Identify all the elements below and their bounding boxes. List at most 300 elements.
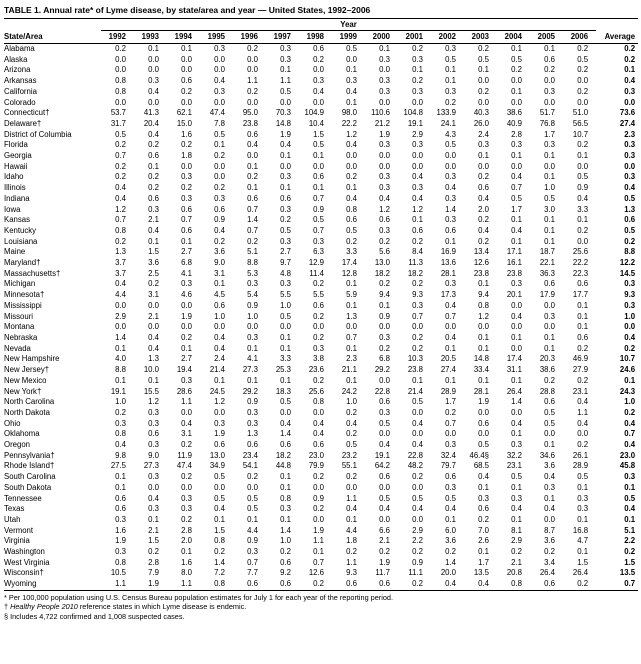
rate-cell: 0.1 <box>445 343 456 353</box>
table-row <box>4 162 638 173</box>
state-cell: Illinois <box>4 183 26 193</box>
rate-cell: 3.3 <box>346 247 357 257</box>
rate-cell: 26.4 <box>572 568 589 578</box>
rate-cell: 4.1 <box>181 268 192 278</box>
rate-cell: 0.3 <box>445 215 456 225</box>
rate-cell: 0.1 <box>346 375 357 385</box>
rate-cell: 0.5 <box>478 440 489 450</box>
state-cell: Nevada <box>4 343 31 353</box>
state-cell: Virginia <box>4 536 30 546</box>
average-cell: 0.2 <box>624 407 636 417</box>
rate-cell: 0.2 <box>379 279 390 289</box>
rate-cell: 51.7 <box>539 108 555 118</box>
rate-cell: 0.4 <box>511 225 522 235</box>
rate-cell: 0.0 <box>181 97 192 107</box>
rate-cell: 0.1 <box>280 482 291 492</box>
rate-cell: 2.9 <box>115 311 126 321</box>
footnotes <box>4 593 638 622</box>
rate-cell: 0.1 <box>379 44 390 53</box>
rate-cell: 0.1 <box>280 332 291 342</box>
table-row <box>4 172 638 183</box>
rate-cell: 0.6 <box>544 54 555 64</box>
rate-cell: 0.4 <box>115 193 126 203</box>
rate-cell: 0.1 <box>511 215 522 225</box>
rate-cell: 1.5 <box>577 557 589 567</box>
rate-cell: 0.3 <box>445 86 456 96</box>
rate-cell: 0.4 <box>148 332 159 342</box>
rate-cell: 0.2 <box>148 183 159 193</box>
rate-cell: 0.2 <box>214 183 225 193</box>
state-cell: Michigan <box>4 279 36 289</box>
rate-cell: 0.1 <box>511 429 522 439</box>
rate-cell: 1.1 <box>346 493 357 503</box>
rate-cell: 2.1 <box>379 536 390 546</box>
rate-cell: 0.0 <box>478 322 489 332</box>
rate-cell: 17.7 <box>572 290 589 300</box>
rate-cell: 0.3 <box>412 140 423 150</box>
rate-cell: 2.2 <box>412 536 423 546</box>
rate-cell: 0.2 <box>214 547 225 557</box>
rate-cell: 0.3 <box>544 86 555 96</box>
rate-cell: 13.4 <box>473 247 489 257</box>
rate-cell: 0.1 <box>511 375 522 385</box>
rate-cell: 0.8 <box>115 76 126 86</box>
year-group-row <box>4 19 638 31</box>
rate-cell: 17.4 <box>506 354 522 364</box>
rate-cell: 0.2 <box>577 343 589 353</box>
rate-cell: 0.5 <box>346 225 357 235</box>
rate-cell: 8.7 <box>544 525 555 535</box>
average-cell: 9.3 <box>624 290 636 300</box>
rate-cell: 46.9 <box>572 354 589 364</box>
rate-cell: 1.5 <box>148 536 159 546</box>
rate-cell: 0.6 <box>544 279 555 289</box>
rate-cell: 9.7 <box>280 258 291 268</box>
state-cell: Hawaii <box>4 161 28 171</box>
table-row <box>4 461 638 472</box>
rate-cell: 0.2 <box>313 332 324 342</box>
rate-cell: 0.4 <box>577 418 589 428</box>
rate-cell: 4.5 <box>214 290 225 300</box>
rate-cell: 0.2 <box>577 86 589 96</box>
rate-cell: 28.8 <box>539 386 555 396</box>
table-row <box>4 215 638 226</box>
average-column-header: Average <box>596 31 638 44</box>
average-cell: 0.0 <box>624 97 636 107</box>
rate-cell: 0.0 <box>181 54 192 64</box>
rate-cell: 0.7 <box>445 418 456 428</box>
rate-cell: 0.0 <box>445 429 456 439</box>
average-cell: 0.4 <box>624 332 636 342</box>
average-cell: 0.0 <box>624 322 636 332</box>
rate-cell: 0.1 <box>346 300 357 310</box>
rate-cell: 0.4 <box>379 504 390 514</box>
state-cell: Utah <box>4 514 21 524</box>
rate-cell: 68.5 <box>473 461 489 471</box>
rate-cell: 0.6 <box>247 579 258 589</box>
rate-cell: 0.2 <box>511 547 522 557</box>
rate-cell: 0.3 <box>280 504 291 514</box>
rate-cell: 0.2 <box>478 86 489 96</box>
rate-cell: 0.4 <box>478 472 489 482</box>
rate-cell: 20.0 <box>440 568 456 578</box>
rate-cell: 1.9 <box>214 429 225 439</box>
rate-cell: 47.4 <box>176 461 192 471</box>
rate-cell: 0.0 <box>511 407 522 417</box>
table-row <box>4 429 638 440</box>
rate-cell: 0.4 <box>511 504 522 514</box>
rate-cell: 0.1 <box>544 236 555 246</box>
rate-cell: 0.6 <box>346 215 357 225</box>
average-cell: 0.4 <box>624 418 636 428</box>
rate-cell: 8.8 <box>115 365 126 375</box>
table-row <box>4 494 638 505</box>
rate-cell: 0.1 <box>577 215 589 225</box>
rate-cell: 0.1 <box>115 482 126 492</box>
rate-cell: 0.0 <box>478 407 489 417</box>
rate-cell: 0.8 <box>214 579 225 589</box>
footnote-endemic-symbol: † <box>4 602 11 612</box>
rate-cell: 0.2 <box>346 472 357 482</box>
rate-cell: 0.6 <box>280 579 291 589</box>
year-column-header: 1993 <box>134 31 167 44</box>
rate-cell: 0.4 <box>346 418 357 428</box>
rate-cell: 0.2 <box>313 472 324 482</box>
rate-cell: 0.0 <box>445 151 456 161</box>
table-row <box>4 504 638 515</box>
rate-cell: 0.1 <box>280 472 291 482</box>
rate-cell: 5.6 <box>379 247 390 257</box>
average-cell: 24.6 <box>619 365 636 375</box>
rate-cell: 31.1 <box>506 365 522 375</box>
rate-cell: 0.0 <box>313 97 324 107</box>
year-column-header: 1999 <box>332 31 365 44</box>
rate-cell: 0.6 <box>445 472 456 482</box>
rate-cell: 0.6 <box>577 279 589 289</box>
rate-cell: 0.3 <box>544 140 555 150</box>
rate-cell: 0.1 <box>544 332 555 342</box>
rate-cell: 0.6 <box>478 183 489 193</box>
rate-cell: 22.2 <box>572 258 589 268</box>
rate-cell: 0.3 <box>445 279 456 289</box>
state-cell: Arkansas <box>4 76 37 86</box>
rate-cell: 0.2 <box>544 375 555 385</box>
average-cell: 0.1 <box>624 375 636 385</box>
rate-cell: 0.5 <box>544 418 555 428</box>
state-cell: District of Columbia <box>4 129 72 139</box>
rate-cell: 0.6 <box>115 493 126 503</box>
rate-cell: 7.7 <box>247 568 258 578</box>
rate-cell: 0.2 <box>247 236 258 246</box>
rate-cell: 0.5 <box>214 472 225 482</box>
rate-cell: 0.0 <box>115 300 126 310</box>
rate-cell: 0.3 <box>412 300 423 310</box>
rate-cell: 2.5 <box>148 268 159 278</box>
average-cell: 24.3 <box>619 386 636 396</box>
rate-cell: 98.0 <box>341 108 357 118</box>
rate-cell: 0.1 <box>544 440 555 450</box>
rate-cell: 1.1 <box>577 407 589 417</box>
table-row <box>4 451 638 462</box>
rate-cell: 0.0 <box>577 161 589 171</box>
rate-cell: 0.2 <box>379 236 390 246</box>
rate-cell: 0.0 <box>313 65 324 75</box>
rate-cell: 1.2 <box>478 311 489 321</box>
rate-cell: 9.3 <box>412 290 423 300</box>
rate-cell: 0.0 <box>412 97 423 107</box>
rate-cell: 21.4 <box>209 365 225 375</box>
year-column-header: 2001 <box>398 31 431 44</box>
rate-cell: 0.7 <box>412 311 423 321</box>
rate-cell: 0.3 <box>148 504 159 514</box>
rate-cell: 0.3 <box>379 225 390 235</box>
rate-cell: 0.5 <box>280 86 291 96</box>
rate-cell: 8.0 <box>181 568 192 578</box>
table-row <box>4 279 638 290</box>
rate-cell: 38.6 <box>539 365 555 375</box>
rate-cell: 0.5 <box>247 504 258 514</box>
state-cell: Kentucky <box>4 225 37 235</box>
rate-cell: 0.5 <box>379 418 390 428</box>
rate-cell: 10.4 <box>308 118 324 128</box>
rate-cell: 0.0 <box>148 65 159 75</box>
rate-cell: 0.3 <box>379 140 390 150</box>
rate-cell: 0.4 <box>445 300 456 310</box>
rate-cell: 0.2 <box>412 547 423 557</box>
rate-cell: 0.1 <box>148 236 159 246</box>
rate-cell: 29.2 <box>242 386 258 396</box>
rate-cell: 9.0 <box>148 450 159 460</box>
rate-cell: 0.3 <box>280 44 291 53</box>
rate-cell: 28.6 <box>176 386 192 396</box>
rate-cell: 32.4 <box>440 450 456 460</box>
rate-cell: 38.6 <box>506 108 522 118</box>
rate-cell: 0.2 <box>445 547 456 557</box>
rate-cell: 2.9 <box>412 129 423 139</box>
rate-cell: 1.9 <box>379 557 390 567</box>
rate-cell: 3.6 <box>214 247 225 257</box>
rate-cell: 0.1 <box>148 44 159 53</box>
average-cell: 14.5 <box>619 268 636 278</box>
rate-cell: 0.3 <box>214 86 225 96</box>
rate-cell: 0.2 <box>181 86 192 96</box>
rate-cell: 28.9 <box>572 461 589 471</box>
rate-cell: 0.3 <box>247 418 258 428</box>
rate-cell: 4.6 <box>181 290 192 300</box>
rate-cell: 0.3 <box>313 236 324 246</box>
rate-cell: 0.1 <box>115 343 126 353</box>
rate-cell: 9.4 <box>379 290 390 300</box>
rate-cell: 0.1 <box>280 343 291 353</box>
rate-cell: 0.0 <box>313 514 324 524</box>
rate-cell: 0.7 <box>313 225 324 235</box>
rate-cell: 2.1 <box>148 525 159 535</box>
state-area-header: State/Area <box>4 31 101 44</box>
rate-cell: 0.4 <box>148 493 159 503</box>
rate-cell: 0.8 <box>313 397 324 407</box>
rate-cell: 12.9 <box>308 258 324 268</box>
average-cell: 73.6 <box>619 108 636 118</box>
rate-cell: 0.0 <box>478 429 489 439</box>
rate-cell: 133.9 <box>436 108 456 118</box>
rate-cell: 0.4 <box>379 440 390 450</box>
rate-cell: 0.3 <box>412 183 423 193</box>
rate-cell: 1.4 <box>445 204 456 214</box>
rate-cell: 0.2 <box>115 161 126 171</box>
rate-cell: 0.2 <box>544 65 555 75</box>
rate-cell: 1.0 <box>544 183 555 193</box>
rate-cell: 47.4 <box>209 108 225 118</box>
rate-cell: 0.6 <box>181 204 192 214</box>
rate-cell: 0.3 <box>511 440 522 450</box>
rate-cell: 0.0 <box>214 482 225 492</box>
state-cell: New York† <box>4 386 42 396</box>
rate-cell: 21.1 <box>341 365 357 375</box>
rate-cell: 0.1 <box>247 514 258 524</box>
rate-cell: 0.0 <box>247 482 258 492</box>
rate-cell: 0.2 <box>181 514 192 524</box>
rate-cell: 4.4 <box>346 525 357 535</box>
rate-cell: 0.9 <box>412 557 423 567</box>
rate-cell: 0.2 <box>544 547 555 557</box>
rate-cell: 0.1 <box>478 65 489 75</box>
table-row <box>4 226 638 237</box>
rate-cell: 0.0 <box>412 482 423 492</box>
rate-cell: 0.0 <box>445 161 456 171</box>
rate-cell: 110.6 <box>371 108 390 118</box>
table-row <box>4 98 638 109</box>
rate-cell: 0.0 <box>313 482 324 492</box>
rate-cell: 0.2 <box>412 332 423 342</box>
rate-cell: 1.8 <box>181 151 192 161</box>
rate-cell: 0.0 <box>379 429 390 439</box>
average-cell: 0.3 <box>624 151 636 161</box>
table-row <box>4 108 638 119</box>
rate-cell: 0.2 <box>412 76 423 86</box>
rate-cell: 0.5 <box>115 129 126 139</box>
rate-cell: 0.3 <box>445 44 456 53</box>
rate-cell: 0.4 <box>544 472 555 482</box>
rate-cell: 0.3 <box>247 547 258 557</box>
rate-cell: 0.0 <box>115 54 126 64</box>
rate-cell: 18.2 <box>275 450 291 460</box>
year-column-header: 2000 <box>365 31 398 44</box>
rate-cell: 0.0 <box>115 65 126 75</box>
rate-cell: 0.0 <box>115 97 126 107</box>
rate-cell: 8.8 <box>247 258 258 268</box>
rate-cell: 0.4 <box>445 579 456 589</box>
rate-cell: 0.0 <box>214 54 225 64</box>
rate-cell: 0.5 <box>544 193 555 203</box>
rate-cell: 0.1 <box>346 65 357 75</box>
rate-cell: 23.2 <box>341 450 357 460</box>
average-cell: 0.1 <box>624 65 636 75</box>
rate-cell: 0.2 <box>214 236 225 246</box>
rate-cell: 0.4 <box>214 343 225 353</box>
rate-cell: 0.6 <box>214 204 225 214</box>
rate-cell: 0.0 <box>577 429 589 439</box>
rate-cell: 0.6 <box>412 225 423 235</box>
table-row <box>4 515 638 526</box>
rate-cell: 0.2 <box>478 236 489 246</box>
rate-cell: 1.9 <box>181 311 192 321</box>
year-group-spacer-left <box>4 19 101 31</box>
rate-cell: 0.3 <box>544 482 555 492</box>
rate-cell: 4.8 <box>280 268 291 278</box>
rate-cell: 2.9 <box>511 536 522 546</box>
rate-cell: 0.0 <box>412 429 423 439</box>
rate-cell: 0.2 <box>181 472 192 482</box>
table-row <box>4 247 638 258</box>
average-cell: 0.4 <box>624 504 636 514</box>
rate-cell: 4.4 <box>115 290 126 300</box>
state-cell: North Carolina <box>4 397 55 407</box>
year-group-header: Year <box>101 19 596 31</box>
rate-cell: 3.1 <box>148 290 159 300</box>
rate-cell: 1.0 <box>214 311 225 321</box>
table-row <box>4 322 638 333</box>
rate-cell: 0.9 <box>577 183 589 193</box>
state-cell: Colorado <box>4 97 36 107</box>
rate-cell: 0.1 <box>247 183 258 193</box>
average-cell: 45.8 <box>619 461 636 471</box>
rate-cell: 0.6 <box>181 225 192 235</box>
rate-cell: 0.2 <box>379 547 390 557</box>
rate-cell: 0.1 <box>577 482 589 492</box>
rate-cell: 0.6 <box>247 440 258 450</box>
state-cell: Oregon <box>4 440 31 450</box>
rate-cell: 0.4 <box>148 129 159 139</box>
average-cell: 0.3 <box>624 472 636 482</box>
rate-cell: 0.1 <box>214 514 225 524</box>
rate-cell: 0.0 <box>247 322 258 332</box>
state-cell: Florida <box>4 140 28 150</box>
rate-cell: 0.3 <box>379 172 390 182</box>
rate-cell: 0.3 <box>445 440 456 450</box>
rate-cell: 2.3 <box>346 354 357 364</box>
rate-cell: 14.8 <box>473 354 489 364</box>
rate-cell: 0.3 <box>478 493 489 503</box>
rate-cell: 9.8 <box>115 450 126 460</box>
state-cell: Kansas <box>4 215 31 225</box>
rate-cell: 104.9 <box>304 108 324 118</box>
rate-cell: 24.1 <box>440 118 456 128</box>
rate-cell: 8.1 <box>511 525 522 535</box>
rate-cell: 25.6 <box>572 247 589 257</box>
rate-cell: 18.2 <box>374 268 390 278</box>
rate-cell: 0.3 <box>148 204 159 214</box>
state-cell: Minnesota† <box>4 290 45 300</box>
rate-cell: 0.8 <box>346 204 357 214</box>
state-cell: Massachusetts† <box>4 268 61 278</box>
rate-cell: 23.1 <box>506 461 522 471</box>
rate-cell: 0.3 <box>115 547 126 557</box>
rate-cell: 0.2 <box>247 172 258 182</box>
state-cell: New Hampshire <box>4 354 60 364</box>
rate-cell: 0.0 <box>478 76 489 86</box>
rate-cell: 19.1 <box>374 450 390 460</box>
state-cell: Arizona <box>4 65 31 75</box>
rate-cell: 0.1 <box>478 547 489 557</box>
table-row <box>4 354 638 365</box>
rate-cell: 0.1 <box>445 514 456 524</box>
rate-cell: 0.4 <box>115 183 126 193</box>
rate-cell: 0.2 <box>313 375 324 385</box>
rate-cell: 0.4 <box>214 76 225 86</box>
rate-cell: 1.4 <box>280 429 291 439</box>
rate-cell: 27.4 <box>440 365 456 375</box>
table-row <box>4 258 638 269</box>
